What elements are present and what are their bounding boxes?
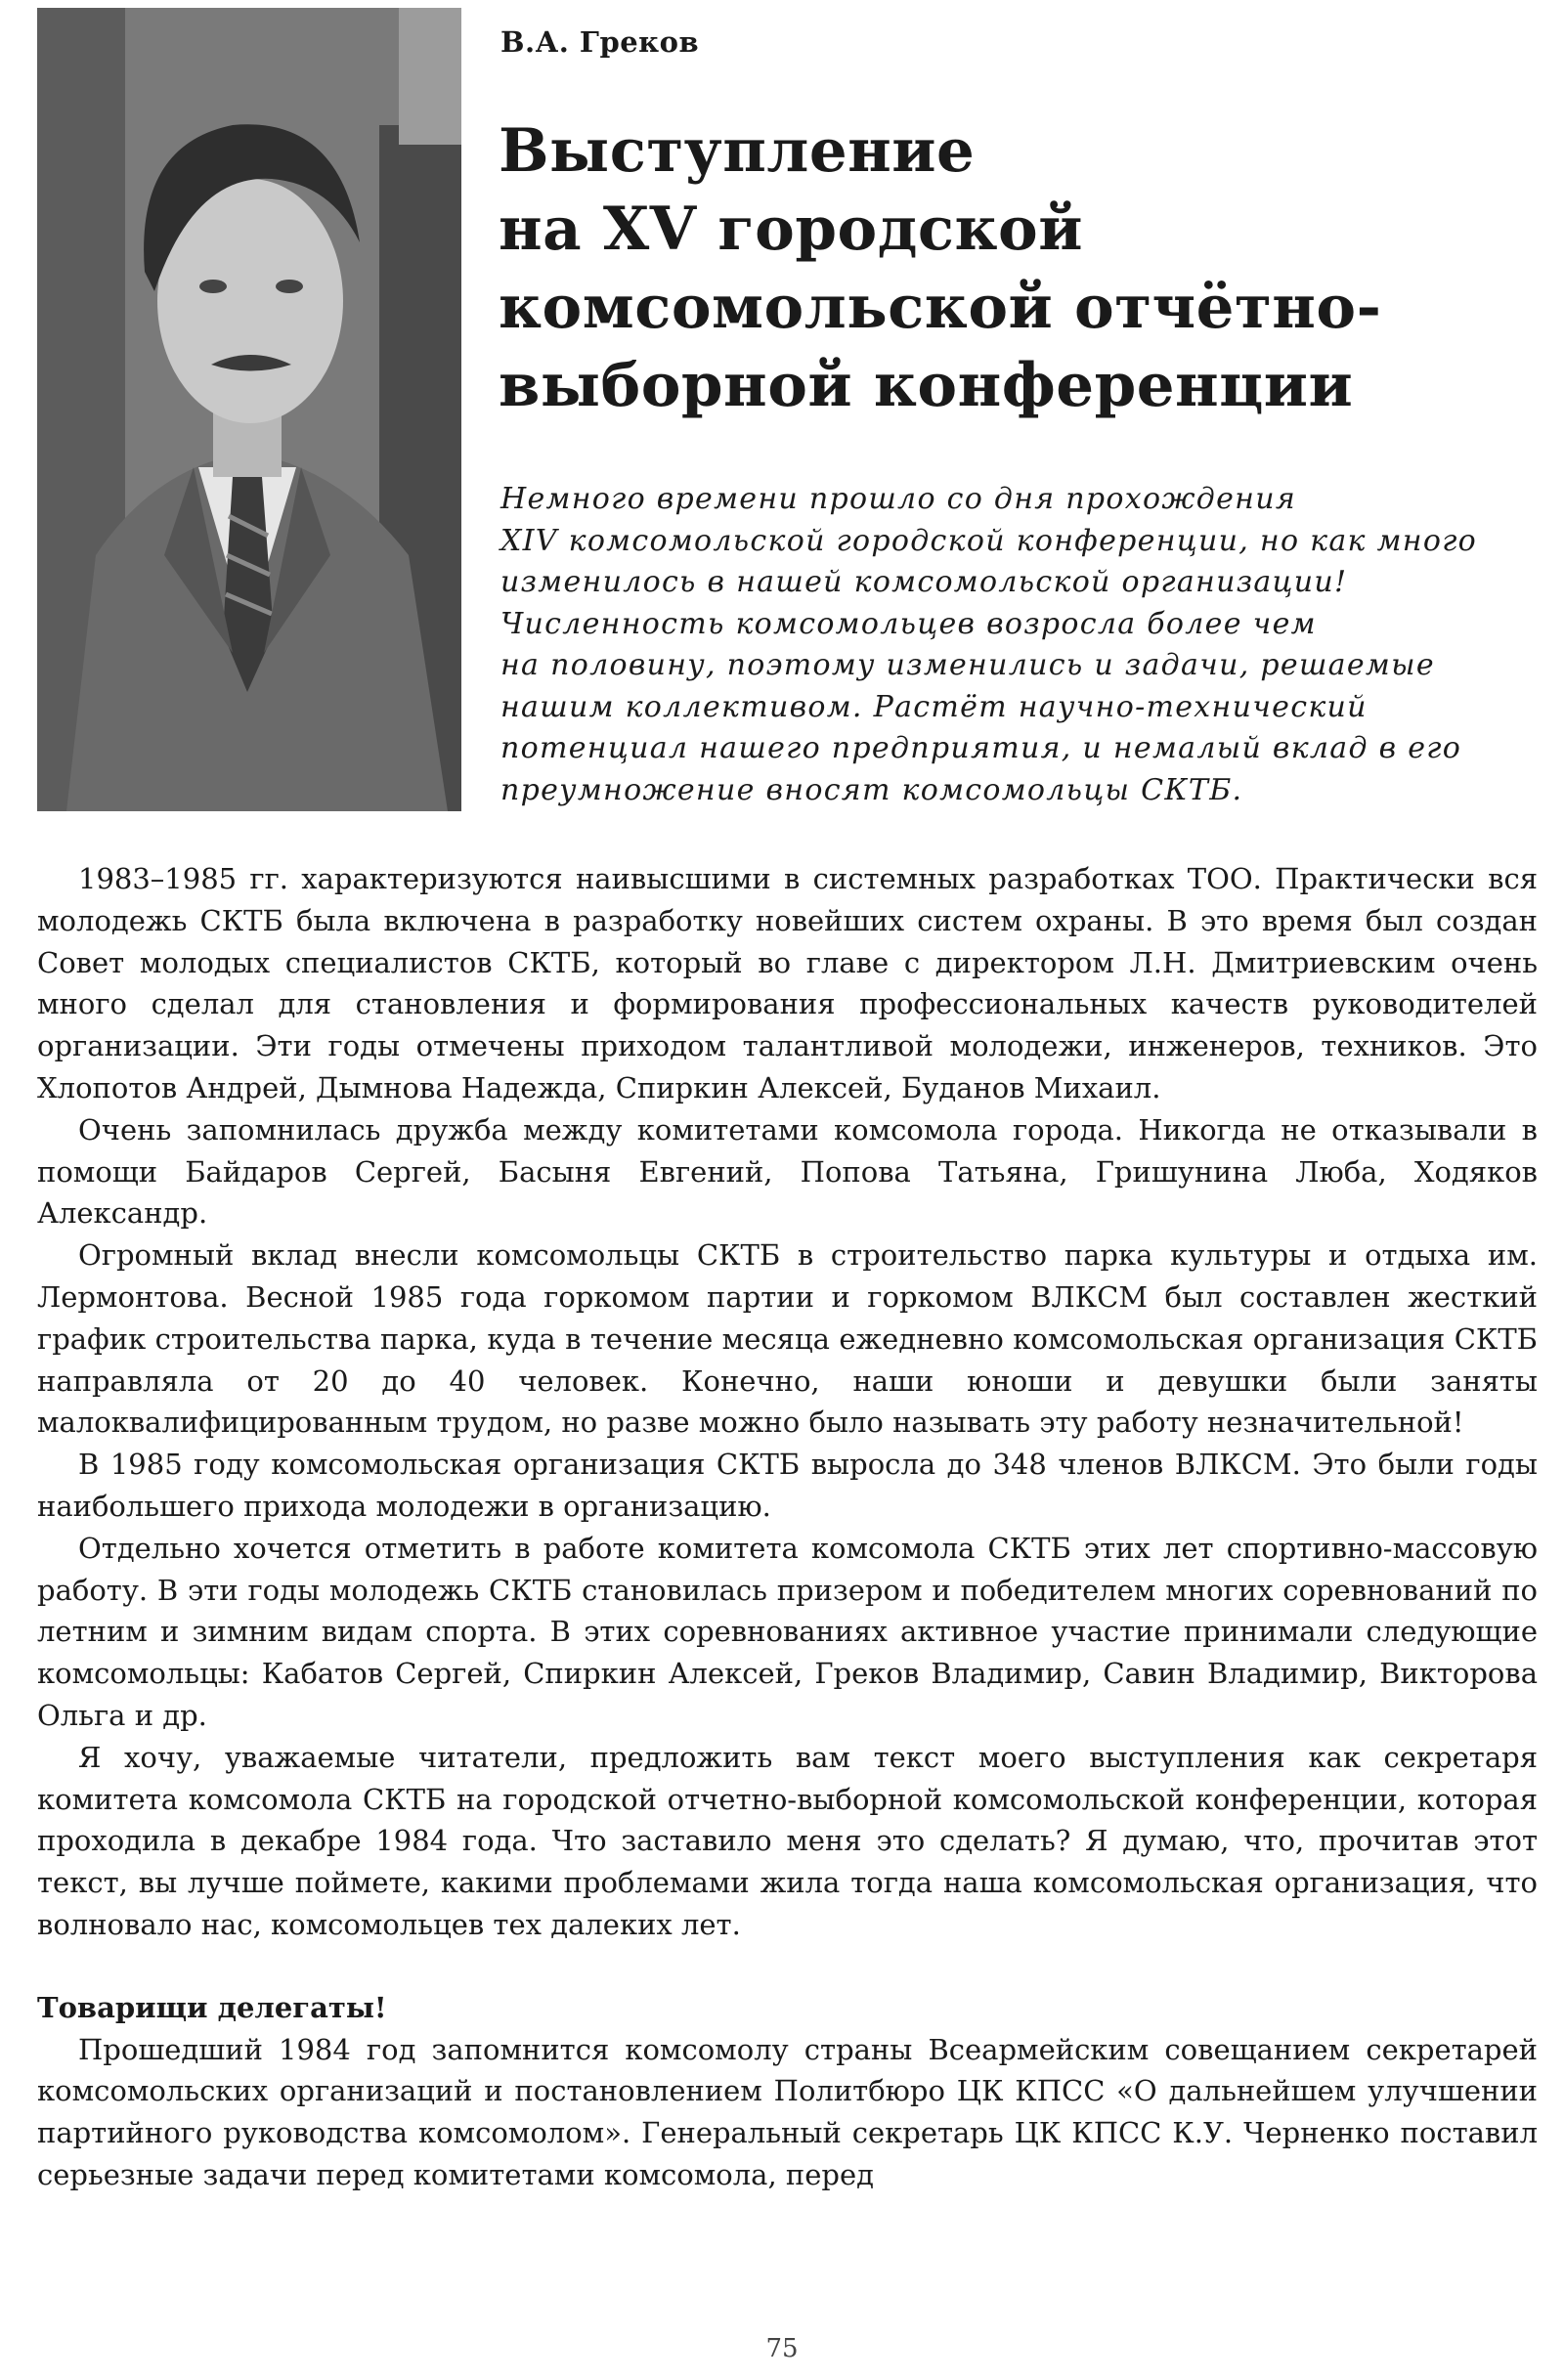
article-body	[37, 858, 1538, 2196]
intro-line: изменилось в нашей комсомольской организации!	[500, 565, 1348, 599]
intro-line: потенциал нашего предприятия, и немалый вклад в его	[500, 731, 1462, 765]
body-paragraph: Отдельно хочется отметить в работе комитета комсомола СКТБ этих лет спортивно-массовую работу. В эти годы молодежь СКТБ становилась призером и победителем многих соревнований по летним и зимним видам спорта. В этих соревнованиях активное участие принимали следующие комсомольцы: Кабатов Сергей, Спиркин Алексей, Греков Владимир, Савин Владимир, Викторова Ольга и др.	[37, 1531, 1538, 1732]
intro-line: нашим коллективом. Растёт научно-технический	[500, 689, 1368, 724]
intro-line: XIV комсомольской городской конференции, но как много	[500, 523, 1478, 558]
body-paragraph: 1983–1985 гг. характеризуются наивысшими в системных разработках ТОО. Практически вся молодежь СКТБ была включена в разработку новейших систем охраны. В это время был создан Совет молодых специалистов СКТБ, который во главе с директором Л.Н. Дмитриевским очень много сделал для становления и формирования профессиональных качеств руководителей организации. Эти годы отмечены приходом талантливой молодежи, инженеров, техников. Это Хлопотов Андрей, Дымнова Надежда, Спиркин Алексей, Буданов Михаил.	[37, 862, 1538, 1104]
body-paragraph: Я хочу, уважаемые читатели, предложить вам текст моего выступления как секретаря комитета комсомола СКТБ на городской отчетно-выборной комсомольской конференции, которая проходила в декабре 1984 года. Что заставило меня это сделать? Я думаю, что, прочитав этот текст, вы лучше поймете, какими проблемами жила тогда наша комсомольская организация, что волновало нас, комсомольцев тех далеких лет.	[37, 1740, 1538, 1941]
intro-line: Численность комсомольцев возросла более чем	[500, 606, 1317, 641]
title-line: Выступление	[499, 116, 976, 186]
intro-lead	[500, 479, 1537, 811]
title-line: выборной конференции	[499, 351, 1354, 420]
title-line: комсомольской отчётно-	[499, 273, 1382, 342]
portrait-photo-icon	[37, 8, 461, 811]
body-paragraph: Очень запомнилась дружба между комитетами комсомола города. Никогда не отказывали в помощи Байдаров Сергей, Басыня Евгений, Попова Татьяна, Гришунина Люба, Ходяков Александр.	[37, 1112, 1538, 1231]
intro-line: преумножение вносят комсомольцы СКТБ.	[500, 772, 1243, 807]
author-name: В.А. Греков	[500, 25, 700, 59]
speech-heading: Товарищи делегаты!	[37, 1990, 387, 2024]
intro-line: на половину, поэтому изменились и задачи, решаемые	[500, 648, 1435, 682]
intro-line: Немного времени прошло со дня прохождения	[500, 482, 1296, 516]
portrait-photo	[37, 8, 461, 811]
speech-paragraph: Прошедший 1984 год запомнится комсомолу страны Всеармейским совещанием секретарей комсомольских организаций и постановлением Политбюро ЦК КПСС «О дальнейшем улучшении партийного руководства комсомолом». Генеральный секретарь ЦК КПСС К.У. Черненко поставил серьезные задачи перед комитетами комсомола, перед	[37, 2032, 1538, 2191]
page-number: 75	[765, 2334, 799, 2363]
title-line: на XV городской	[499, 195, 1083, 264]
body-paragraph: Огромный вклад внесли комсомольцы СКТБ в строительство парка культуры и отдыха им. Лермонтова. Весной 1985 года горкомом партии и горкомом ВЛКСМ был составлен жесткий график строительства парка, куда в течение месяца ежедневно комсомольская организация СКТБ направляла от 20 до 40 человек. Конечно, наши юноши и девушки были заняты малоквалифицированным трудом, но разве можно было называть эту работу незначительной!	[37, 1238, 1538, 1440]
article-title	[499, 112, 1535, 425]
body-paragraph: В 1985 году комсомольская организация СКТБ выросла до 348 членов ВЛКСМ. Это были годы наибольшего прихода молодежи в организацию.	[37, 1448, 1538, 1523]
